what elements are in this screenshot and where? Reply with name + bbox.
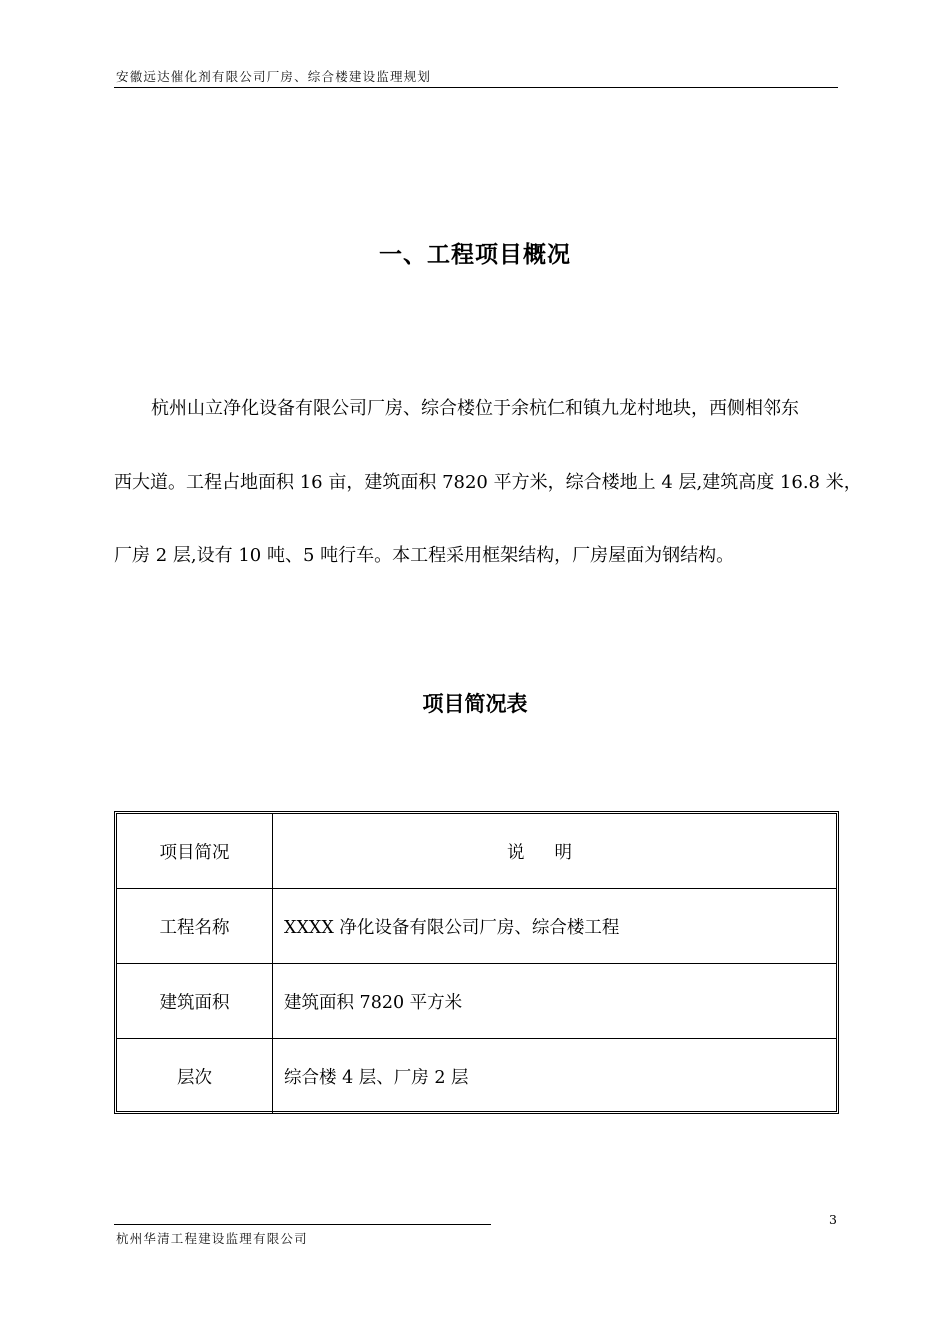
table-row	[117, 889, 836, 964]
row-value: 建筑面积 7820 平方米	[273, 964, 837, 1039]
page-footer: 杭州华清工程建设监理有限公司	[116, 1231, 308, 1246]
section-title: 一、工程项目概况	[379, 242, 571, 268]
row-value: XXXX 净化设备有限公司厂房、综合楼工程	[273, 889, 837, 964]
table-title: 项目简况表	[422, 692, 528, 716]
footer-rule	[114, 1224, 491, 1225]
header-rule	[114, 87, 838, 88]
table-row	[117, 964, 836, 1039]
table-header-cell: 项目简况	[117, 814, 273, 889]
overview-line-1: 杭州山立净化设备有限公司厂房、综合楼位于余杭仁和镇九龙村地块，西侧相邻东	[151, 398, 799, 419]
row-label: 建筑面积	[117, 964, 273, 1039]
page-header: 安徽远达催化剂有限公司厂房、综合楼建设监理规划	[116, 69, 432, 84]
overview-line-3: 厂房 2 层,设有 10 吨、5 吨行车。本工程采用框架结构，厂房屋面为钢结构。	[114, 545, 735, 566]
table-row	[117, 1039, 836, 1114]
row-label: 工程名称	[117, 889, 273, 964]
table-header-row	[117, 814, 836, 889]
row-label: 层次	[117, 1039, 273, 1114]
table-header-cell: 说明	[273, 814, 837, 889]
overview-line-2: 西大道。工程占地面积 16 亩，建筑面积 7820 平方米，综合楼地上 4 层,建筑高度 16.8 米，	[114, 472, 862, 493]
project-summary-table	[114, 811, 839, 1114]
page-number: 3	[829, 1212, 837, 1227]
row-value: 综合楼 4 层、厂房 2 层	[273, 1039, 837, 1114]
